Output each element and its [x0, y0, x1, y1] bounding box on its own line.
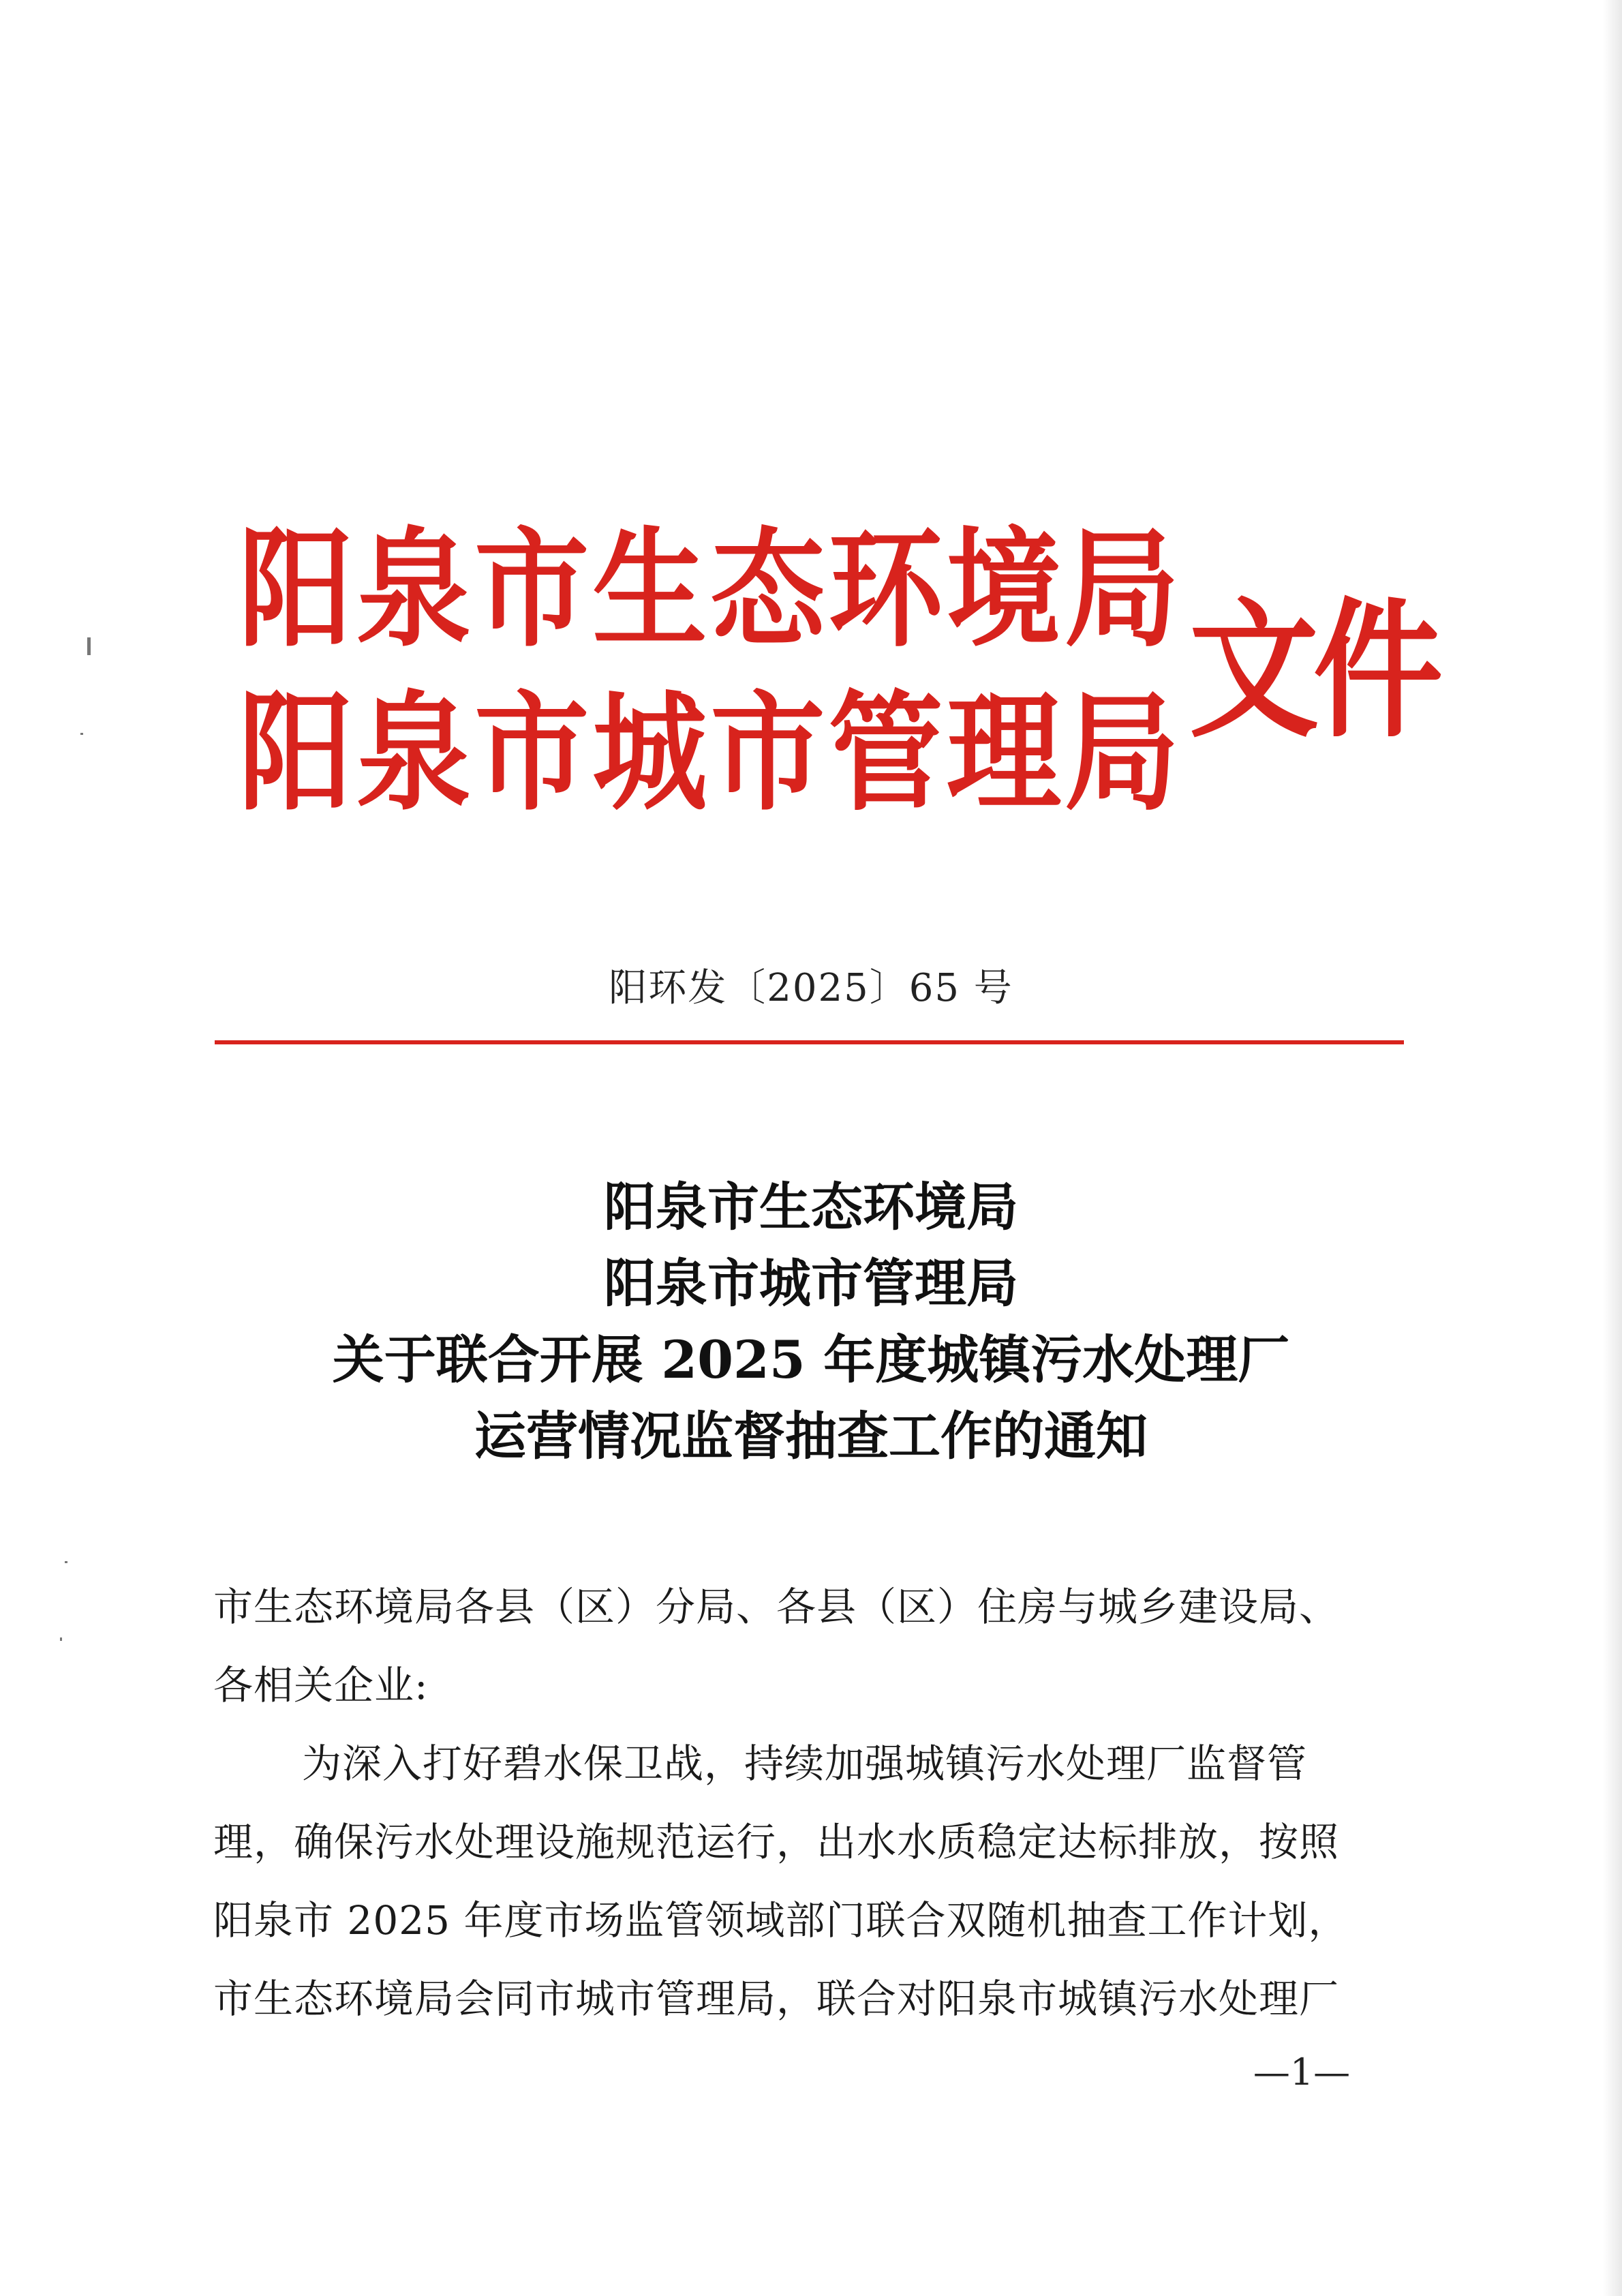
agency-char: 生: [592, 515, 707, 665]
title-line: 阳泉市生态环境局: [604, 1177, 1018, 1237]
paragraph-line: 市生态环境局会同市城市管理局，联合对阳泉市城镇污水处理厂: [213, 1976, 1340, 2022]
title-line: 运营情况监督抽查工作的通知: [474, 1406, 1148, 1466]
red-divider-line: [215, 1040, 1404, 1044]
scan-speck: [87, 637, 91, 655]
agency-char: 境: [946, 515, 1061, 665]
agency-char: 城: [592, 678, 707, 828]
document-suffix: 文件: [1189, 584, 1438, 758]
paragraph-line: 为深入打好碧水保卫战，持续加强城镇污水处理厂监督管: [302, 1740, 1308, 1787]
addressee-line: 各相关企业:: [213, 1662, 429, 1708]
agency-name-urban: [239, 678, 1179, 828]
agency-name-ecology: [239, 515, 1179, 665]
scan-speck: [80, 733, 83, 735]
agency-char: 环: [828, 515, 943, 665]
agency-char: 局: [1064, 515, 1179, 665]
scan-speck: [60, 1637, 62, 1641]
title-line: 关于联合开展 2025 年度城镇污水处理厂: [332, 1329, 1290, 1390]
scan-speck: [65, 1561, 67, 1563]
page-number: —1—: [1253, 2051, 1351, 2094]
agency-char: 管: [828, 678, 943, 828]
agency-char: 局: [1064, 678, 1179, 828]
agency-char: 市: [474, 678, 590, 828]
addressee-line: 市生态环境局各县（区）分局、各县（区）住房与城乡建设局、: [213, 1584, 1340, 1630]
agency-char: 阳: [239, 678, 353, 828]
paragraph-line: 理，确保污水处理设施规范运行，出水水质稳定达标排放，按照: [213, 1819, 1340, 1865]
paragraph-line: 阳泉市 2025 年度市场监管领域部门联合双随机抽查工作计划，: [213, 1897, 1349, 1944]
agency-char: 态: [710, 515, 825, 665]
notice-title: [0, 1169, 1622, 1475]
red-letterhead: [239, 515, 1438, 835]
document-number: 阳环发〔2025〕65 号: [609, 966, 1013, 1010]
agency-char: 泉: [356, 678, 472, 828]
agency-char: 市: [474, 515, 590, 665]
notice-body: [213, 1568, 1406, 2038]
agency-char: 泉: [356, 515, 472, 665]
agency-char: 理: [946, 678, 1061, 828]
agency-char: 阳: [239, 515, 353, 665]
title-line: 阳泉市城市管理局: [604, 1253, 1018, 1314]
agency-char: 市: [710, 678, 825, 828]
scan-shadow: [1603, 0, 1622, 2296]
